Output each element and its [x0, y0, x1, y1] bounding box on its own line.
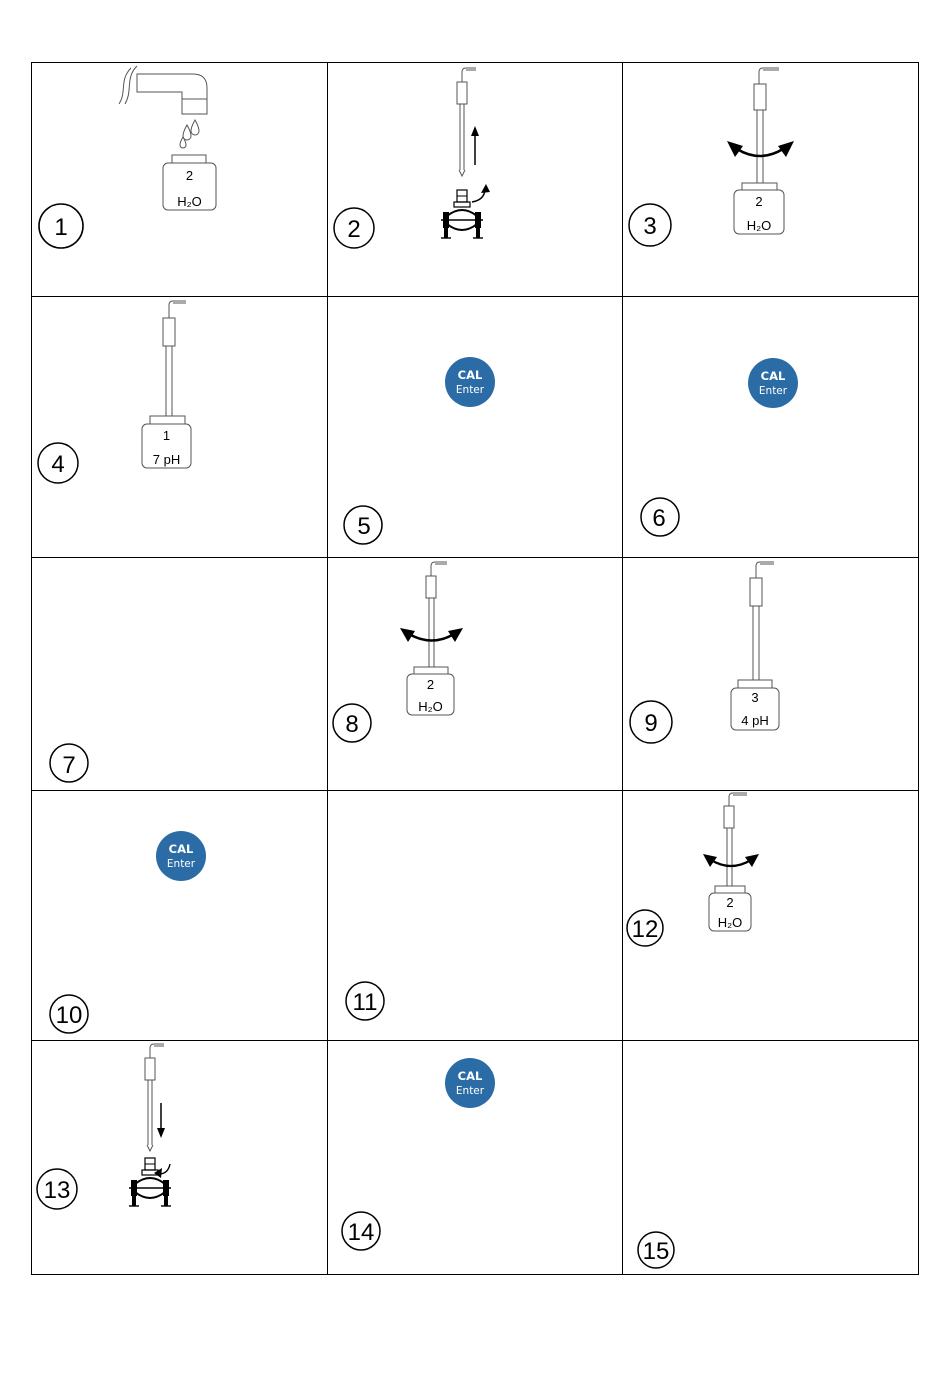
sensor-probe-icon — [426, 562, 447, 667]
step-12-panel — [627, 793, 759, 946]
button-label-cal: CAL — [168, 842, 194, 856]
button-label-enter: Enter — [455, 1085, 485, 1097]
rinse-bottle-icon — [163, 155, 216, 210]
step-15-panel — [638, 1232, 674, 1268]
step-number: 1 — [54, 214, 68, 241]
step-13-panel — [37, 1044, 171, 1209]
cal-enter-button[interactable] — [445, 357, 495, 407]
arrow-down-icon — [157, 1103, 165, 1138]
stir-arrow-icon — [727, 141, 794, 157]
cal-enter-button[interactable] — [748, 358, 798, 408]
step-9-panel — [630, 562, 779, 743]
bottle-solution: H₂O — [177, 194, 202, 209]
step-2-panel — [334, 68, 490, 248]
step-7-panel — [50, 744, 88, 782]
bottle-number: 2 — [755, 194, 763, 209]
button-label-cal: CAL — [457, 1069, 483, 1083]
step-number: 9 — [644, 710, 658, 737]
step-number: 4 — [51, 451, 65, 478]
rinse-bottle-icon — [407, 667, 454, 715]
step-number: 13 — [43, 1177, 71, 1204]
step-5-panel — [344, 357, 495, 544]
buffer-bottle-icon — [142, 416, 191, 468]
bottle-solution: H₂O — [746, 218, 772, 233]
bottle-number: 3 — [751, 690, 759, 705]
step-number: 6 — [652, 505, 666, 532]
step-10-panel — [50, 831, 206, 1033]
bottle-number: 1 — [162, 428, 171, 443]
step-number: 7 — [62, 752, 76, 779]
sensor-probe-icon — [163, 301, 186, 416]
cal-enter-button[interactable] — [156, 831, 206, 881]
step-number: 15 — [642, 1238, 670, 1265]
bottle-number: 2 — [426, 677, 435, 692]
water-drops-icon — [180, 120, 199, 148]
pipe-clamp-icon — [441, 190, 483, 238]
rinse-bottle-icon — [734, 183, 784, 234]
button-label-enter: Enter — [758, 385, 788, 397]
step-3-panel — [629, 68, 794, 246]
sensor-probe-icon — [750, 562, 774, 680]
step-4-panel — [38, 301, 191, 483]
bottle-solution: H₂O — [717, 915, 743, 930]
sensor-probe-icon — [724, 793, 747, 886]
button-label-cal: CAL — [760, 369, 786, 383]
rotate-arrow-icon — [472, 184, 490, 202]
button-label-enter: Enter — [166, 858, 196, 870]
buffer-bottle-icon — [731, 680, 779, 730]
sensor-probe-icon — [457, 68, 476, 176]
button-label-enter: Enter — [455, 384, 485, 396]
rotate-arrow-icon — [154, 1164, 170, 1178]
pipe-clamp-icon — [129, 1158, 171, 1206]
stir-arrow-icon — [400, 628, 463, 642]
step-number: 14 — [347, 1219, 375, 1246]
arrow-up-icon — [471, 126, 479, 165]
step-number: 5 — [357, 513, 371, 540]
button-label-cal: CAL — [457, 368, 483, 382]
step-number: 8 — [345, 711, 359, 738]
step-11-panel — [346, 982, 384, 1020]
bottle-solution: 7 pH — [152, 452, 181, 467]
stir-arrow-icon — [703, 854, 759, 867]
step-number: 3 — [643, 213, 657, 240]
step-8-panel — [333, 562, 463, 742]
faucet-icon — [119, 66, 207, 114]
step-1-panel — [39, 66, 216, 248]
step-6-panel — [641, 358, 798, 536]
step-number: 2 — [347, 216, 361, 243]
bottle-number: 2 — [185, 168, 194, 183]
step-number: 10 — [55, 1002, 83, 1029]
sensor-probe-icon — [754, 68, 779, 183]
bottle-solution: H₂O — [418, 699, 443, 714]
step-number: 12 — [631, 916, 659, 943]
bottle-solution: 4 pH — [741, 713, 769, 728]
step-14-panel — [342, 1058, 495, 1250]
cal-enter-button[interactable] — [445, 1058, 495, 1108]
step-number: 11 — [352, 989, 378, 1016]
bottle-number: 2 — [726, 895, 734, 910]
rinse-bottle-icon — [709, 886, 751, 931]
